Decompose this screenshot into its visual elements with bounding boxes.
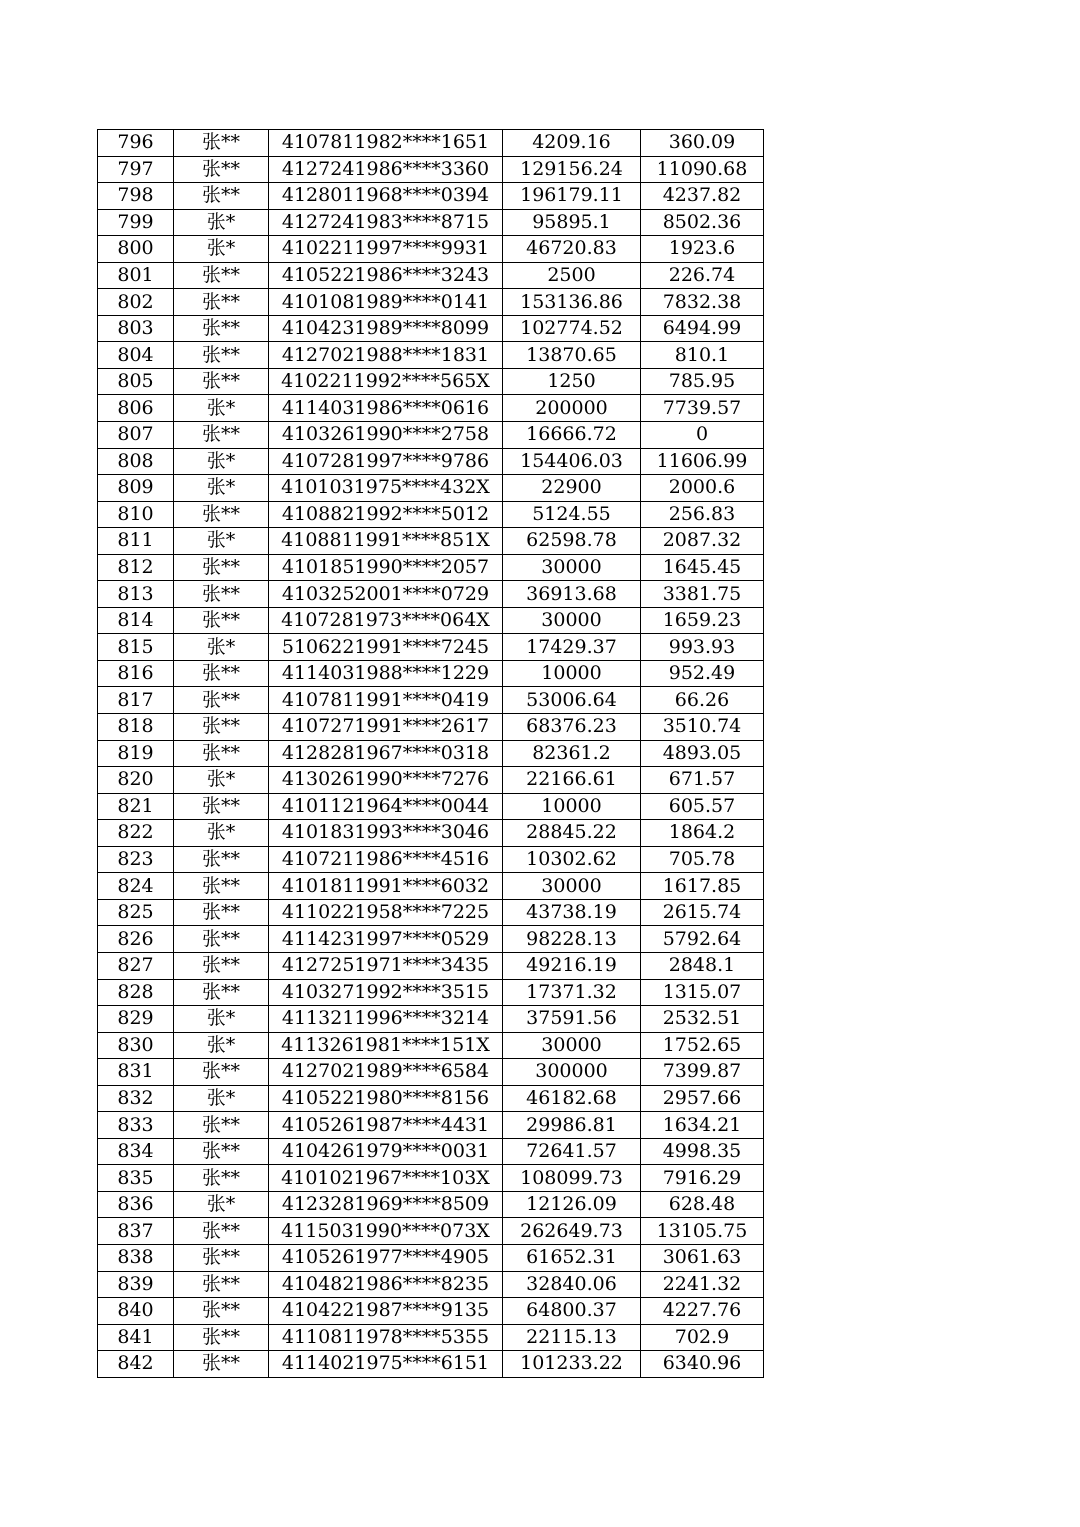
- value-cell: 1645.45: [641, 554, 764, 581]
- amount-cell: 17429.37: [503, 634, 641, 661]
- value-cell: 3510.74: [641, 714, 764, 741]
- id-number-cell: 4105261977****4905: [269, 1244, 503, 1271]
- name-cell: 张*: [174, 236, 269, 263]
- table-row: [98, 607, 764, 634]
- amount-cell: 108099.73: [503, 1165, 641, 1192]
- id-number-cell: 4101851990****2057: [269, 554, 503, 581]
- row-number-cell: 817: [98, 687, 174, 714]
- name-cell: 张**: [174, 687, 269, 714]
- name-cell: 张**: [174, 740, 269, 767]
- amount-cell: 5124.55: [503, 501, 641, 528]
- id-number-cell: 4103252001****0729: [269, 581, 503, 608]
- amount-cell: 22115.13: [503, 1324, 641, 1351]
- table-row: [98, 156, 764, 183]
- row-number-cell: 815: [98, 634, 174, 661]
- name-cell: 张**: [174, 1059, 269, 1086]
- id-number-cell: 4107811982****1651: [269, 130, 503, 157]
- table-row: [98, 952, 764, 979]
- amount-cell: 10000: [503, 660, 641, 687]
- name-cell: 张**: [174, 926, 269, 953]
- table-row: [98, 767, 764, 794]
- value-cell: 1315.07: [641, 979, 764, 1006]
- id-number-cell: 4108811991****851X: [269, 528, 503, 555]
- row-number-cell: 807: [98, 422, 174, 449]
- name-cell: 张**: [174, 1218, 269, 1245]
- amount-cell: 32840.06: [503, 1271, 641, 1298]
- table-row: [98, 1059, 764, 1086]
- amount-cell: 62598.78: [503, 528, 641, 555]
- amount-cell: 22900: [503, 475, 641, 502]
- name-cell: 张*: [174, 820, 269, 847]
- row-number-cell: 836: [98, 1191, 174, 1218]
- row-number-cell: 832: [98, 1085, 174, 1112]
- name-cell: 张**: [174, 156, 269, 183]
- amount-cell: 154406.03: [503, 448, 641, 475]
- value-cell: 13105.75: [641, 1218, 764, 1245]
- table-row: [98, 740, 764, 767]
- amount-cell: 36913.68: [503, 581, 641, 608]
- row-number-cell: 820: [98, 767, 174, 794]
- name-cell: 张**: [174, 262, 269, 289]
- amount-cell: 101233.22: [503, 1351, 641, 1378]
- row-number-cell: 808: [98, 448, 174, 475]
- table-row: [98, 634, 764, 661]
- amount-cell: 49216.19: [503, 952, 641, 979]
- row-number-cell: 802: [98, 289, 174, 316]
- table-row: [98, 1271, 764, 1298]
- amount-cell: 196179.11: [503, 183, 641, 210]
- value-cell: 7399.87: [641, 1059, 764, 1086]
- row-number-cell: 835: [98, 1165, 174, 1192]
- row-number-cell: 806: [98, 395, 174, 422]
- amount-cell: 98228.13: [503, 926, 641, 953]
- table-row: [98, 342, 764, 369]
- amount-cell: 53006.64: [503, 687, 641, 714]
- row-number-cell: 803: [98, 315, 174, 342]
- id-number-cell: 4113261981****151X: [269, 1032, 503, 1059]
- id-number-cell: 4101811991****6032: [269, 873, 503, 900]
- table-row: [98, 846, 764, 873]
- table-row: [98, 183, 764, 210]
- name-cell: 张*: [174, 634, 269, 661]
- value-cell: 671.57: [641, 767, 764, 794]
- value-cell: 705.78: [641, 846, 764, 873]
- id-number-cell: 4110811978****5355: [269, 1324, 503, 1351]
- table-row: [98, 926, 764, 953]
- row-number-cell: 825: [98, 899, 174, 926]
- id-number-cell: 4103261990****2758: [269, 422, 503, 449]
- amount-cell: 46720.83: [503, 236, 641, 263]
- amount-cell: 300000: [503, 1059, 641, 1086]
- row-number-cell: 840: [98, 1298, 174, 1325]
- id-number-cell: 4104231989****8099: [269, 315, 503, 342]
- row-number-cell: 799: [98, 209, 174, 236]
- amount-cell: 10302.62: [503, 846, 641, 873]
- amount-cell: 102774.52: [503, 315, 641, 342]
- row-number-cell: 841: [98, 1324, 174, 1351]
- id-number-cell: 4104821986****8235: [269, 1271, 503, 1298]
- row-number-cell: 805: [98, 368, 174, 395]
- table-row: [98, 1165, 764, 1192]
- value-cell: 2957.66: [641, 1085, 764, 1112]
- id-number-cell: 4105221986****3243: [269, 262, 503, 289]
- id-number-cell: 4101831993****3046: [269, 820, 503, 847]
- value-cell: 360.09: [641, 130, 764, 157]
- value-cell: 785.95: [641, 368, 764, 395]
- value-cell: 1864.2: [641, 820, 764, 847]
- table-row: [98, 687, 764, 714]
- row-number-cell: 816: [98, 660, 174, 687]
- table-body: [98, 130, 764, 1378]
- name-cell: 张**: [174, 289, 269, 316]
- name-cell: 张**: [174, 1165, 269, 1192]
- row-number-cell: 801: [98, 262, 174, 289]
- id-number-cell: 4104221987****9135: [269, 1298, 503, 1325]
- row-number-cell: 821: [98, 793, 174, 820]
- table-row: [98, 1191, 764, 1218]
- name-cell: 张*: [174, 475, 269, 502]
- value-cell: 2848.1: [641, 952, 764, 979]
- row-number-cell: 826: [98, 926, 174, 953]
- id-number-cell: 4107281973****064X: [269, 607, 503, 634]
- value-cell: 2241.32: [641, 1271, 764, 1298]
- table-row: [98, 660, 764, 687]
- name-cell: 张**: [174, 1244, 269, 1271]
- id-number-cell: 4101121964****0044: [269, 793, 503, 820]
- amount-cell: 61652.31: [503, 1244, 641, 1271]
- value-cell: 6340.96: [641, 1351, 764, 1378]
- name-cell: 张**: [174, 315, 269, 342]
- table-row: [98, 422, 764, 449]
- row-number-cell: 797: [98, 156, 174, 183]
- value-cell: 0: [641, 422, 764, 449]
- name-cell: 张**: [174, 607, 269, 634]
- value-cell: 256.83: [641, 501, 764, 528]
- name-cell: 张*: [174, 395, 269, 422]
- id-number-cell: 4114021975****6151: [269, 1351, 503, 1378]
- id-number-cell: 4104261979****0031: [269, 1138, 503, 1165]
- id-number-cell: 4114031986****0616: [269, 395, 503, 422]
- amount-cell: 95895.1: [503, 209, 641, 236]
- table-row: [98, 130, 764, 157]
- amount-cell: 22166.61: [503, 767, 641, 794]
- row-number-cell: 804: [98, 342, 174, 369]
- id-number-cell: 4123281969****8509: [269, 1191, 503, 1218]
- row-number-cell: 829: [98, 1006, 174, 1033]
- id-number-cell: 4102211992****565X: [269, 368, 503, 395]
- value-cell: 1634.21: [641, 1112, 764, 1139]
- name-cell: 张**: [174, 1271, 269, 1298]
- row-number-cell: 809: [98, 475, 174, 502]
- name-cell: 张**: [174, 1112, 269, 1139]
- table-row: [98, 1112, 764, 1139]
- name-cell: 张**: [174, 1351, 269, 1378]
- name-cell: 张**: [174, 979, 269, 1006]
- amount-cell: 29986.81: [503, 1112, 641, 1139]
- amount-cell: 72641.57: [503, 1138, 641, 1165]
- value-cell: 8502.36: [641, 209, 764, 236]
- table-row: [98, 979, 764, 1006]
- amount-cell: 262649.73: [503, 1218, 641, 1245]
- value-cell: 1752.65: [641, 1032, 764, 1059]
- name-cell: 张**: [174, 1298, 269, 1325]
- id-number-cell: 4115031990****073X: [269, 1218, 503, 1245]
- table-row: [98, 236, 764, 263]
- table-row: [98, 528, 764, 555]
- id-number-cell: 4127021989****6584: [269, 1059, 503, 1086]
- name-cell: 张**: [174, 368, 269, 395]
- amount-cell: 2500: [503, 262, 641, 289]
- amount-cell: 64800.37: [503, 1298, 641, 1325]
- table-row: [98, 315, 764, 342]
- value-cell: 7832.38: [641, 289, 764, 316]
- name-cell: 张**: [174, 342, 269, 369]
- amount-cell: 37591.56: [503, 1006, 641, 1033]
- id-number-cell: 4113211996****3214: [269, 1006, 503, 1033]
- table-row: [98, 820, 764, 847]
- table-row: [98, 1244, 764, 1271]
- amount-cell: 30000: [503, 873, 641, 900]
- amount-cell: 68376.23: [503, 714, 641, 741]
- id-number-cell: 4128011968****0394: [269, 183, 503, 210]
- value-cell: 4998.35: [641, 1138, 764, 1165]
- row-number-cell: 831: [98, 1059, 174, 1086]
- name-cell: 张**: [174, 714, 269, 741]
- amount-cell: 200000: [503, 395, 641, 422]
- amount-cell: 4209.16: [503, 130, 641, 157]
- name-cell: 张**: [174, 846, 269, 873]
- id-number-cell: 4101021967****103X: [269, 1165, 503, 1192]
- value-cell: 993.93: [641, 634, 764, 661]
- row-number-cell: 810: [98, 501, 174, 528]
- value-cell: 4893.05: [641, 740, 764, 767]
- value-cell: 11606.99: [641, 448, 764, 475]
- value-cell: 7916.29: [641, 1165, 764, 1192]
- id-number-cell: 4114031988****1229: [269, 660, 503, 687]
- table-row: [98, 1006, 764, 1033]
- row-number-cell: 834: [98, 1138, 174, 1165]
- name-cell: 张**: [174, 793, 269, 820]
- id-number-cell: 4107211986****4516: [269, 846, 503, 873]
- id-number-cell: 4127021988****1831: [269, 342, 503, 369]
- table-row: [98, 448, 764, 475]
- name-cell: 张**: [174, 130, 269, 157]
- amount-cell: 12126.09: [503, 1191, 641, 1218]
- table-row: [98, 1138, 764, 1165]
- row-number-cell: 798: [98, 183, 174, 210]
- table-row: [98, 262, 764, 289]
- amount-cell: 30000: [503, 1032, 641, 1059]
- row-number-cell: 827: [98, 952, 174, 979]
- id-number-cell: 4103271992****3515: [269, 979, 503, 1006]
- value-cell: 4237.82: [641, 183, 764, 210]
- value-cell: 6494.99: [641, 315, 764, 342]
- value-cell: 1659.23: [641, 607, 764, 634]
- row-number-cell: 824: [98, 873, 174, 900]
- table-row: [98, 1298, 764, 1325]
- name-cell: 张**: [174, 899, 269, 926]
- name-cell: 张**: [174, 952, 269, 979]
- id-number-cell: 4127241986****3360: [269, 156, 503, 183]
- amount-cell: 46182.68: [503, 1085, 641, 1112]
- value-cell: 952.49: [641, 660, 764, 687]
- amount-cell: 82361.2: [503, 740, 641, 767]
- id-number-cell: 4105261987****4431: [269, 1112, 503, 1139]
- amount-cell: 17371.32: [503, 979, 641, 1006]
- amount-cell: 1250: [503, 368, 641, 395]
- value-cell: 702.9: [641, 1324, 764, 1351]
- row-number-cell: 833: [98, 1112, 174, 1139]
- id-number-cell: 4127241983****8715: [269, 209, 503, 236]
- amount-cell: 28845.22: [503, 820, 641, 847]
- value-cell: 226.74: [641, 262, 764, 289]
- row-number-cell: 819: [98, 740, 174, 767]
- amount-cell: 129156.24: [503, 156, 641, 183]
- name-cell: 张*: [174, 1085, 269, 1112]
- id-number-cell: 4128281967****0318: [269, 740, 503, 767]
- amount-cell: 30000: [503, 554, 641, 581]
- table-row: [98, 368, 764, 395]
- id-number-cell: 4108821992****5012: [269, 501, 503, 528]
- name-cell: 张**: [174, 1138, 269, 1165]
- row-number-cell: 830: [98, 1032, 174, 1059]
- value-cell: 810.1: [641, 342, 764, 369]
- table-row: [98, 793, 764, 820]
- id-number-cell: 4105221980****8156: [269, 1085, 503, 1112]
- table-row: [98, 1085, 764, 1112]
- amount-cell: 43738.19: [503, 899, 641, 926]
- id-number-cell: 4130261990****7276: [269, 767, 503, 794]
- name-cell: 张*: [174, 209, 269, 236]
- value-cell: 11090.68: [641, 156, 764, 183]
- table-row: [98, 1351, 764, 1378]
- name-cell: 张**: [174, 501, 269, 528]
- table-row: [98, 899, 764, 926]
- value-cell: 66.26: [641, 687, 764, 714]
- value-cell: 628.48: [641, 1191, 764, 1218]
- table-row: [98, 209, 764, 236]
- name-cell: 张**: [174, 660, 269, 687]
- name-cell: 张*: [174, 1032, 269, 1059]
- id-number-cell: 4114231997****0529: [269, 926, 503, 953]
- id-number-cell: 4101031975****432X: [269, 475, 503, 502]
- amount-cell: 16666.72: [503, 422, 641, 449]
- row-number-cell: 822: [98, 820, 174, 847]
- row-number-cell: 838: [98, 1244, 174, 1271]
- row-number-cell: 828: [98, 979, 174, 1006]
- id-number-cell: 4107281997****9786: [269, 448, 503, 475]
- row-number-cell: 800: [98, 236, 174, 263]
- name-cell: 张**: [174, 581, 269, 608]
- value-cell: 2000.6: [641, 475, 764, 502]
- value-cell: 3061.63: [641, 1244, 764, 1271]
- row-number-cell: 837: [98, 1218, 174, 1245]
- value-cell: 2532.51: [641, 1006, 764, 1033]
- table-row: [98, 501, 764, 528]
- value-cell: 3381.75: [641, 581, 764, 608]
- amount-cell: 10000: [503, 793, 641, 820]
- id-number-cell: 4102211997****9931: [269, 236, 503, 263]
- id-number-cell: 4110221958****7225: [269, 899, 503, 926]
- name-cell: 张*: [174, 1191, 269, 1218]
- value-cell: 1923.6: [641, 236, 764, 263]
- name-cell: 张*: [174, 448, 269, 475]
- name-cell: 张*: [174, 528, 269, 555]
- row-number-cell: 842: [98, 1351, 174, 1378]
- value-cell: 2615.74: [641, 899, 764, 926]
- table-row: [98, 289, 764, 316]
- row-number-cell: 814: [98, 607, 174, 634]
- id-number-cell: 5106221991****7245: [269, 634, 503, 661]
- data-table: [97, 129, 764, 1378]
- value-cell: 7739.57: [641, 395, 764, 422]
- row-number-cell: 811: [98, 528, 174, 555]
- row-number-cell: 823: [98, 846, 174, 873]
- row-number-cell: 839: [98, 1271, 174, 1298]
- table-row: [98, 395, 764, 422]
- name-cell: 张**: [174, 1324, 269, 1351]
- value-cell: 1617.85: [641, 873, 764, 900]
- name-cell: 张**: [174, 422, 269, 449]
- id-number-cell: 4101081989****0141: [269, 289, 503, 316]
- name-cell: 张**: [174, 183, 269, 210]
- row-number-cell: 812: [98, 554, 174, 581]
- table-row: [98, 873, 764, 900]
- amount-cell: 13870.65: [503, 342, 641, 369]
- row-number-cell: 796: [98, 130, 174, 157]
- name-cell: 张*: [174, 1006, 269, 1033]
- table-row: [98, 714, 764, 741]
- amount-cell: 153136.86: [503, 289, 641, 316]
- id-number-cell: 4127251971****3435: [269, 952, 503, 979]
- id-number-cell: 4107811991****0419: [269, 687, 503, 714]
- value-cell: 5792.64: [641, 926, 764, 953]
- table-row: [98, 554, 764, 581]
- table-row: [98, 1324, 764, 1351]
- row-number-cell: 818: [98, 714, 174, 741]
- table-row: [98, 475, 764, 502]
- name-cell: 张**: [174, 873, 269, 900]
- name-cell: 张*: [174, 767, 269, 794]
- value-cell: 4227.76: [641, 1298, 764, 1325]
- value-cell: 605.57: [641, 793, 764, 820]
- table-row: [98, 581, 764, 608]
- table-row: [98, 1218, 764, 1245]
- row-number-cell: 813: [98, 581, 174, 608]
- name-cell: 张**: [174, 554, 269, 581]
- amount-cell: 30000: [503, 607, 641, 634]
- table-row: [98, 1032, 764, 1059]
- id-number-cell: 4107271991****2617: [269, 714, 503, 741]
- value-cell: 2087.32: [641, 528, 764, 555]
